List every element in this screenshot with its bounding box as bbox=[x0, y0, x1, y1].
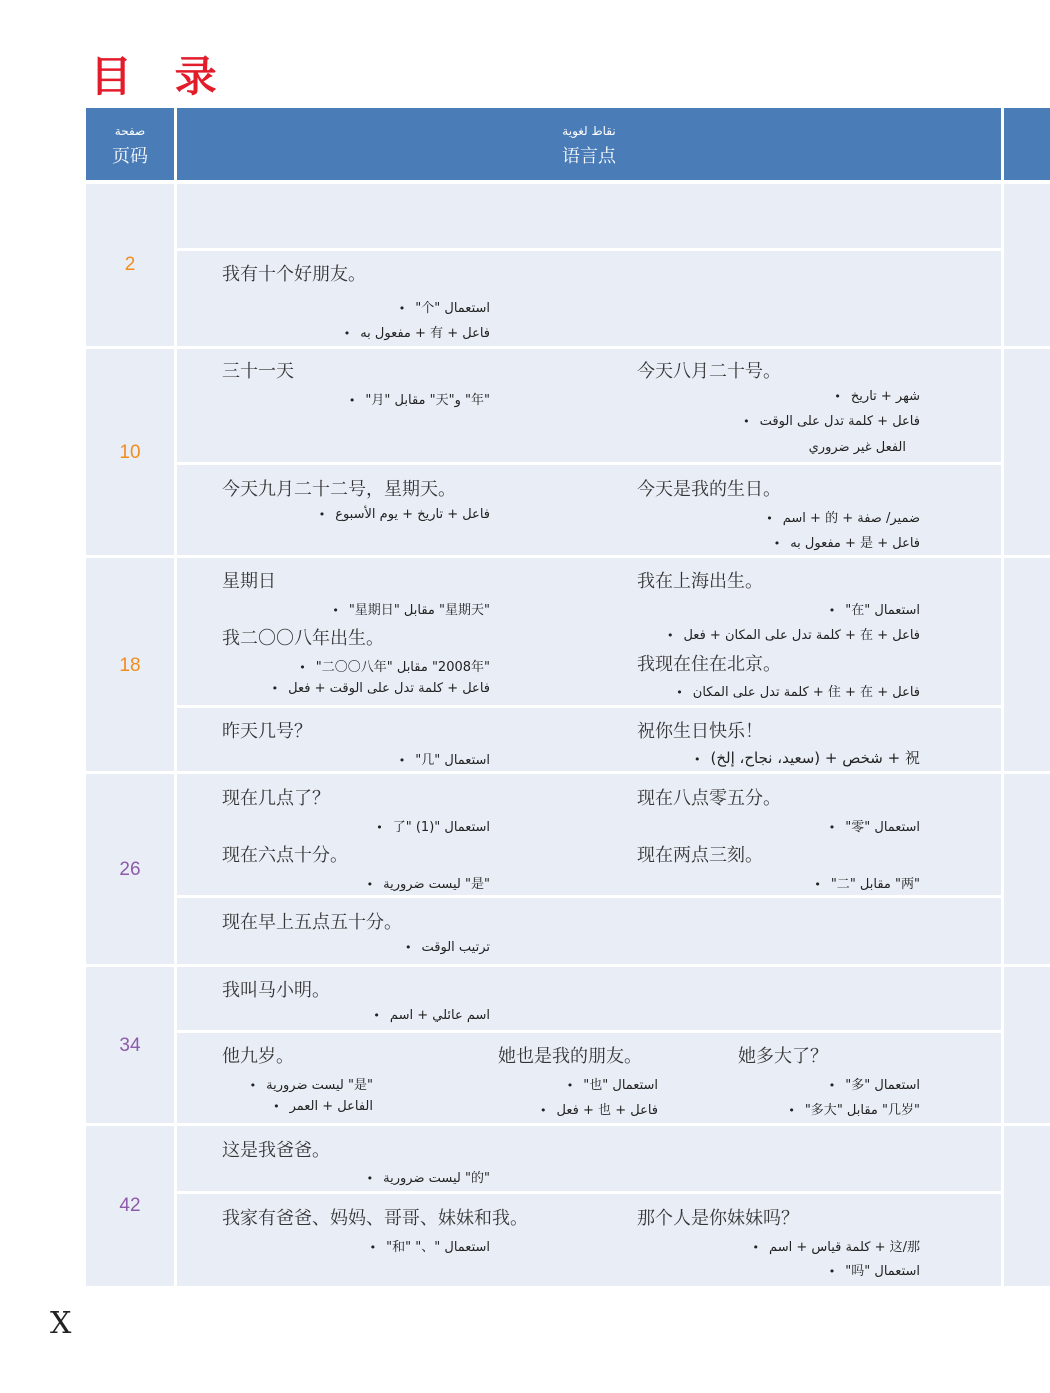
page-number: 26 bbox=[119, 859, 141, 880]
grammar-point: "星期天" مقابل "星期日" • bbox=[332, 599, 490, 618]
page-footer-number: X bbox=[50, 1306, 72, 1341]
grammar-point: استعمال "也" • bbox=[567, 1074, 658, 1093]
sentence: 三十一天 bbox=[222, 361, 294, 382]
sentence: 她也是我的朋友。 bbox=[498, 1046, 642, 1067]
grammar-point: استعمال "多" • bbox=[829, 1074, 920, 1093]
sentence: 现在八点零五分。 bbox=[637, 788, 781, 809]
grammar-point: الفاعل + العمر • bbox=[273, 1099, 373, 1114]
grammar-point: 祝 + شخص + (سعيد، نجاح، إلخ) • bbox=[694, 747, 920, 768]
grammar-point: "2008年" مقابل "二〇〇八年" • bbox=[299, 656, 490, 675]
page-number: 2 bbox=[124, 254, 136, 275]
grammar-point: "两" مقابل "二" • bbox=[814, 873, 920, 892]
sentence: 我叫马小明。 bbox=[222, 980, 330, 1001]
sentence: 今天是我的生日。 bbox=[637, 479, 781, 500]
grammar-point: ترتيب الوقت • bbox=[405, 940, 490, 955]
grammar-point: فاعل + 也 + فعل • bbox=[540, 1099, 658, 1118]
grammar-point: فاعل + 在 + كلمة تدل على المكان + فعل • bbox=[667, 624, 920, 643]
sentence: 现在几点了？ bbox=[222, 788, 330, 809]
header-points-zh: 语言点 bbox=[562, 146, 616, 167]
page-title: 目 录 bbox=[90, 52, 231, 101]
extra-cell bbox=[1004, 558, 1050, 771]
grammar-point: "是" ليست ضرورية • bbox=[250, 1074, 373, 1093]
grammar-point: شهر + تاريخ • bbox=[834, 389, 920, 404]
grammar-point: الفعل غير ضروري bbox=[808, 440, 906, 455]
grammar-point: استعمال "零" • bbox=[829, 816, 920, 835]
header-page-ar: صفحة bbox=[114, 124, 146, 138]
grammar-point: استعمال "了" (1) • bbox=[376, 816, 490, 835]
grammar-point: "的" ليست ضرورية • bbox=[367, 1167, 490, 1186]
sentence: 现在六点十分。 bbox=[222, 845, 348, 866]
grammar-point: فاعل + كلمة تدل على الوقت + فعل • bbox=[272, 681, 490, 696]
sentence: 昨天几号？ bbox=[222, 721, 312, 742]
header-extra-column bbox=[1004, 108, 1050, 180]
grammar-point: فاعل + 有 + مفعول به • bbox=[344, 322, 490, 341]
grammar-point: اسم عائلي + اسم • bbox=[373, 1008, 490, 1023]
sentence: 这是我爸爸。 bbox=[222, 1140, 330, 1161]
sentence: 他九岁。 bbox=[222, 1046, 294, 1067]
header-page-column bbox=[86, 108, 174, 180]
grammar-point: فاعل + كلمة تدل على الوقت • bbox=[743, 414, 920, 429]
sentence: 今天九月二十二号，星期天。 bbox=[222, 479, 456, 500]
grammar-point: فاعل + 住 + 在 + كلمة تدل على المكان • bbox=[676, 681, 920, 700]
grammar-point: "是" ليست ضرورية • bbox=[367, 873, 490, 892]
sentence: 她多大了？ bbox=[738, 1046, 828, 1067]
sentence: 我二〇〇八年出生。 bbox=[222, 628, 384, 649]
grammar-point: استعمال "、" "和" • bbox=[370, 1236, 490, 1255]
header-points-column bbox=[177, 108, 1001, 180]
sentence: 我家有爸爸、妈妈、哥哥、妹妹和我。 bbox=[222, 1208, 528, 1229]
sentence: 祝你生日快乐！ bbox=[637, 721, 763, 742]
page-number: 10 bbox=[119, 442, 141, 463]
sentence: 我有十个好朋友。 bbox=[222, 264, 366, 285]
extra-cell bbox=[1004, 1126, 1050, 1286]
header-page-zh: 页码 bbox=[112, 146, 148, 167]
sentence: 现在早上五点五十分。 bbox=[222, 912, 402, 933]
grammar-point: ضمير/ صفة + 的 + اسم • bbox=[766, 507, 920, 526]
sentence: 我现在住在北京。 bbox=[637, 654, 781, 675]
grammar-point: استعمال "个" • bbox=[399, 297, 490, 316]
grammar-point: استعمال "几" • bbox=[399, 749, 490, 768]
sentence: 今天八月二十号。 bbox=[637, 361, 781, 382]
grammar-point: استعمال "吗" • bbox=[829, 1260, 920, 1279]
extra-cell bbox=[1004, 774, 1050, 964]
grammar-point: فاعل + 是 + مفعول به • bbox=[774, 532, 920, 551]
grammar-point: فاعل + تاريخ + يوم الأسبوع • bbox=[319, 507, 490, 522]
sentence: 现在两点三刻。 bbox=[637, 845, 763, 866]
sentence: 星期日 bbox=[222, 571, 276, 592]
grammar-point: استعمال "在" • bbox=[829, 599, 920, 618]
page-number: 18 bbox=[119, 655, 141, 676]
content-cell bbox=[177, 184, 1001, 248]
sentence: 那个人是你妹妹吗？ bbox=[637, 1208, 799, 1229]
extra-cell bbox=[1004, 349, 1050, 555]
grammar-point: 这/那 + كلمة قياس + اسم • bbox=[753, 1236, 920, 1255]
page-number: 42 bbox=[119, 1195, 141, 1216]
extra-cell bbox=[1004, 184, 1050, 346]
grammar-point: "年" و"天" مقابل "月" • bbox=[349, 389, 490, 408]
extra-cell bbox=[1004, 967, 1050, 1123]
header-points-ar: نقاط لغوية bbox=[562, 124, 616, 138]
sentence: 我在上海出生。 bbox=[637, 571, 763, 592]
grammar-point: "几岁" مقابل "多大" • bbox=[788, 1099, 920, 1118]
page-number: 34 bbox=[119, 1035, 141, 1056]
